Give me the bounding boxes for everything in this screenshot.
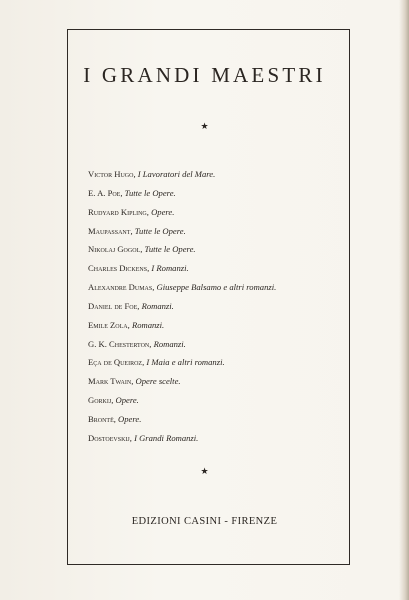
separator: , (111, 395, 116, 406)
work-title: Tutte le Opere. (134, 225, 186, 236)
author-name: Brontë (88, 413, 114, 424)
author-name: Maupassant (88, 225, 131, 236)
separator: , (127, 319, 132, 330)
list-item (88, 335, 276, 354)
list-item (88, 240, 276, 259)
author-name: Daniel de Foe (88, 300, 138, 311)
separator: , (149, 338, 154, 349)
separator: , (152, 282, 157, 293)
author-name: Rudyard Kipling (88, 206, 147, 217)
list-item (88, 259, 276, 278)
author-name: Eça de Queiroz (88, 357, 143, 368)
work-title: Romanzi. (141, 300, 174, 311)
separator: , (130, 225, 135, 236)
separator: , (146, 206, 152, 217)
work-title: Opere scelte. (135, 376, 181, 387)
work-title: Opere. (118, 413, 142, 424)
work-title: Giuseppe Balsamo e altri romanzi. (156, 282, 277, 293)
work-title: I Grandi Romanzi. (134, 432, 199, 443)
work-title: Romanzi. (153, 338, 186, 349)
list-item (88, 372, 276, 391)
star-ornament-bottom: ★ (200, 466, 209, 476)
separator: , (137, 300, 142, 311)
publisher-imprint: EDIZIONI CASINI - FIRENZE (131, 516, 278, 527)
work-title: I Maia e altri romanzi. (146, 357, 225, 368)
work-title: Opere. (151, 206, 175, 217)
list-item (88, 391, 276, 410)
work-title: Romanzi. (131, 319, 165, 330)
separator: , (140, 244, 145, 255)
separator: , (142, 357, 147, 368)
author-name: Victor Hugo (88, 169, 134, 179)
separator: , (120, 187, 125, 198)
author-name: Nikolaj Gogol (88, 244, 141, 255)
separator: , (147, 263, 152, 274)
list-item (88, 222, 276, 241)
list-item (88, 165, 276, 184)
list-item (88, 297, 276, 316)
work-title: I Romanzi. (151, 263, 189, 274)
title-list (88, 165, 276, 448)
list-item (88, 316, 276, 335)
work-title: Tutte le Opere. (124, 187, 176, 198)
page-edge-shadow (399, 0, 409, 600)
star-ornament-top: ★ (200, 121, 209, 131)
separator: , (129, 432, 135, 443)
list-item (88, 353, 276, 372)
list-item (88, 203, 276, 222)
separator: , (131, 376, 136, 387)
separator: , (113, 413, 119, 424)
work-title: I Lavoratori del Mare. (137, 169, 216, 179)
list-item (88, 184, 276, 203)
author-name: Gorkij (88, 395, 112, 406)
series-title: I GRANDI MAESTRI (83, 63, 326, 87)
author-name: Mark Twain (88, 376, 132, 387)
work-title: Tutte le Opere. (144, 244, 196, 255)
author-name: Charles Dickens (88, 263, 148, 274)
author-name: E. A. Poe (88, 187, 121, 198)
author-name: G. K. Chesterton (88, 338, 150, 349)
list-item (88, 410, 276, 429)
work-title: Opere. (115, 395, 139, 406)
author-name: Dostoevskij (88, 432, 130, 443)
author-name: Emile Zola (88, 319, 128, 330)
separator: , (133, 169, 138, 179)
list-item (88, 429, 276, 448)
author-name: Alexandre Dumas (88, 282, 153, 293)
list-item (88, 278, 276, 297)
